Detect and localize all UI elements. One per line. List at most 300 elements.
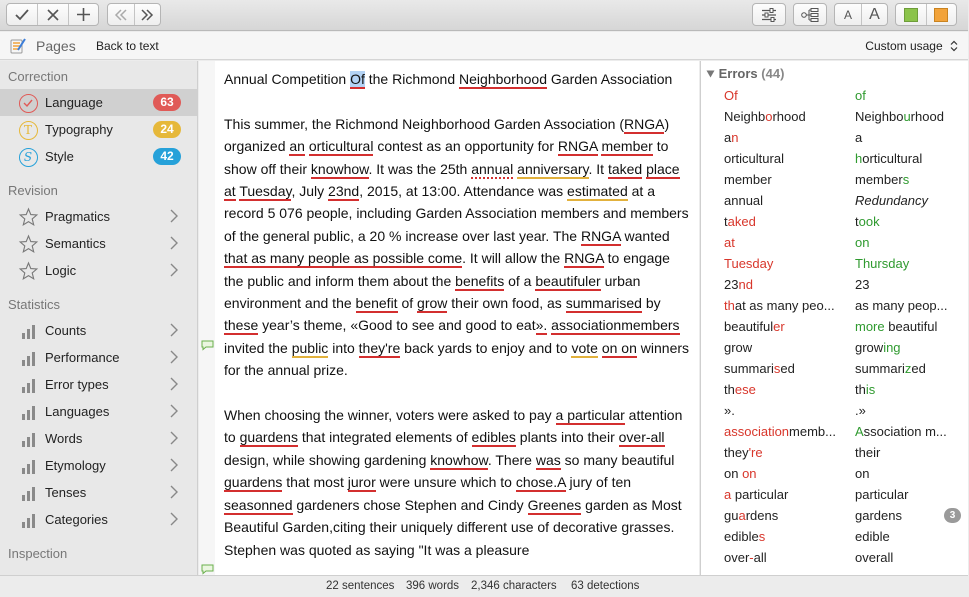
bar-chart-icon <box>22 378 35 393</box>
secondary-bar <box>0 32 968 60</box>
sidebar-item-label: Tenses <box>45 485 87 500</box>
error-original-part: - <box>749 550 754 565</box>
error-suggestion[interactable] <box>855 151 959 166</box>
error-word[interactable]: over-all <box>618 429 665 446</box>
sidebar-item-performance[interactable] <box>0 344 197 371</box>
sidebar-item-label: Performance <box>45 350 120 365</box>
sidebar-item-semantics[interactable] <box>0 230 197 257</box>
error-suggestion-part: particular <box>855 487 909 502</box>
text-run: plants into their <box>515 429 619 446</box>
bar-chart-icon <box>22 459 35 474</box>
error-original-part: Tuesday <box>724 256 774 271</box>
bar-chart-icon <box>22 324 35 339</box>
usage-select[interactable] <box>865 39 958 53</box>
error-suggestion-part: Redundancy <box>855 193 928 208</box>
error-original-part: o <box>765 109 773 124</box>
error-row[interactable] <box>701 358 969 379</box>
error-original <box>724 277 844 292</box>
error-suggestion[interactable] <box>855 235 959 250</box>
error-original-part: on <box>724 466 743 481</box>
error-original-part: Neighb <box>724 109 766 124</box>
error-word[interactable]: Of <box>350 71 365 87</box>
error-row[interactable] <box>701 547 969 568</box>
error-row[interactable] <box>701 274 969 295</box>
sidebar-item-style[interactable] <box>0 143 197 170</box>
text-run: ) organized <box>224 115 670 155</box>
error-word[interactable]: on on <box>601 339 637 356</box>
star-outline-icon <box>19 208 38 226</box>
settings-sliders-button[interactable] <box>752 3 786 26</box>
error-original-part: s <box>758 529 766 544</box>
error-suggestion[interactable] <box>855 193 959 208</box>
error-word[interactable]: associationmembers <box>551 317 680 334</box>
error-word[interactable]: benefits <box>455 272 505 289</box>
error-suggestion-part: s <box>902 172 910 187</box>
error-original <box>724 466 844 481</box>
error-original-part: they <box>724 445 749 460</box>
title-text: Annual Competition <box>224 71 351 87</box>
error-word[interactable]: anniversary <box>517 160 589 177</box>
text-run: that most <box>282 474 348 491</box>
error-suggestion[interactable] <box>855 466 959 481</box>
document-view <box>215 61 699 575</box>
text-run: of a <box>504 272 536 289</box>
error-suggestion-part: orticultural <box>862 151 923 166</box>
error-original-part: ». <box>724 403 735 418</box>
error-suggestion[interactable] <box>855 550 959 565</box>
theme-button-group <box>895 3 957 26</box>
revision-section-title: Revision <box>8 183 58 198</box>
error-original-part: grow <box>724 340 753 355</box>
error-word[interactable]: ». <box>535 317 548 334</box>
text-run: wanted <box>620 227 670 244</box>
sidebar-item-words[interactable] <box>0 425 197 452</box>
error-row[interactable] <box>701 400 969 421</box>
error-row[interactable] <box>701 421 969 442</box>
error-original-part: at as many peo... <box>734 298 835 313</box>
error-original-part: summari <box>724 361 774 376</box>
navigation-button-group <box>107 3 161 26</box>
sliders-icon <box>761 8 777 22</box>
language-count-badge: 63 <box>153 94 181 111</box>
sidebar-item-typography[interactable] <box>0 116 197 143</box>
error-original-part: over <box>724 550 750 565</box>
error-suggestion-part: on <box>855 235 870 250</box>
error-suggestion-part: member <box>855 172 903 187</box>
text-run: urban environment and the <box>224 272 641 312</box>
error-original-part: edible <box>724 529 759 544</box>
error-suggestion-part: th <box>855 382 866 397</box>
comment-marker-icon[interactable] <box>201 340 214 350</box>
error-original-part: memb... <box>789 424 837 439</box>
error-original-part: annual <box>724 193 764 208</box>
t-circle-icon: T <box>19 121 38 140</box>
sidebar-item-tenses[interactable] <box>0 479 197 506</box>
error-original <box>724 529 844 544</box>
error-word[interactable]: taked <box>607 160 643 177</box>
error-word[interactable]: estimated <box>567 183 628 200</box>
character-count: 2,346 characters <box>471 580 557 592</box>
text-run: attention to <box>224 407 683 446</box>
error-suggestion-part: summari <box>855 361 905 376</box>
error-suggestion[interactable] <box>855 382 959 397</box>
error-suggestion-part: .» <box>855 403 866 418</box>
error-word[interactable]: these <box>224 317 259 334</box>
text-run: , 2015, at 13:00. Attendance was <box>359 183 568 200</box>
error-word[interactable]: beautifuler <box>535 272 601 289</box>
sidebar-item-categories[interactable] <box>0 506 197 533</box>
error-original-part: ed <box>780 361 795 376</box>
text-run: gardeners chose Stephen and Cindy <box>292 496 528 513</box>
text-run: that integrated elements of <box>297 429 472 446</box>
error-suggestion-part: grow <box>855 340 884 355</box>
font-smaller-button[interactable]: A <box>843 7 852 22</box>
error-original-part: orticultural <box>724 151 784 166</box>
error-original <box>724 361 844 376</box>
text-run: at a record 5 076 people, including Garden Association members and members of the general public, a 20 % increase over last year. The <box>224 183 689 244</box>
error-original-part: rdens <box>745 508 779 523</box>
sidebar-item-label: Logic <box>45 263 77 278</box>
error-word[interactable]: guardens <box>224 474 283 491</box>
green-theme-button[interactable] <box>896 4 926 25</box>
comment-marker-icon[interactable] <box>201 564 214 574</box>
sidebar-item-label: Pragmatics <box>45 209 111 224</box>
error-suggestion-part: ed <box>911 361 926 376</box>
error-word[interactable]: RNGA <box>564 250 604 267</box>
error-word[interactable]: Neighborhood <box>459 71 547 87</box>
text-run: , July <box>291 183 329 200</box>
cross-icon <box>47 9 59 21</box>
pages-label: Pages <box>36 38 76 54</box>
detection-count: 63 detections <box>571 580 640 592</box>
error-word[interactable]: grow <box>417 295 448 312</box>
paragraph-2 <box>224 404 692 561</box>
errors-panel <box>700 61 968 575</box>
word-count: 396 words <box>406 580 460 592</box>
error-original <box>724 88 844 103</box>
font-size-button-group <box>834 3 888 26</box>
error-row[interactable] <box>701 295 969 316</box>
title-text: Garden Association <box>547 71 673 87</box>
sidebar-item-error-types[interactable] <box>0 371 197 398</box>
error-word[interactable]: juror <box>347 474 376 491</box>
error-suggestion-part: their <box>855 445 881 460</box>
sidebar <box>0 61 198 575</box>
text-run: of <box>397 295 418 312</box>
text-run: invited the <box>224 339 292 356</box>
orange-theme-button[interactable] <box>926 4 956 25</box>
text-run: their own food, as <box>447 295 566 312</box>
green-swatch-icon <box>904 8 918 22</box>
bar-chart-icon <box>22 432 35 447</box>
text-run: by <box>641 295 661 312</box>
error-word[interactable]: edibles <box>471 429 516 446</box>
style-count-badge: 42 <box>153 148 181 165</box>
error-original-part: er <box>773 319 785 334</box>
error-row[interactable] <box>701 190 969 211</box>
error-row[interactable] <box>701 169 969 190</box>
error-word[interactable]: a particular <box>555 407 625 424</box>
bar-chart-icon <box>22 351 35 366</box>
error-word[interactable]: seasonned <box>224 496 293 513</box>
usage-select-value: Custom usage <box>865 39 943 53</box>
error-suggestion-part: is <box>865 382 876 397</box>
sidebar-item-label: Semantics <box>45 236 106 251</box>
error-row[interactable] <box>701 379 969 400</box>
sidebar-item-etymology[interactable] <box>0 452 197 479</box>
error-word[interactable]: RNGA <box>557 138 598 155</box>
error-word[interactable]: at <box>224 183 236 200</box>
error-original-part: member <box>724 172 772 187</box>
text-run: . It will allow the <box>462 250 565 267</box>
error-original-part: particular <box>731 487 789 502</box>
font-larger-button[interactable]: A <box>861 4 887 25</box>
error-original <box>724 193 844 208</box>
error-word[interactable]: public <box>291 339 329 356</box>
error-suggestion-part: of <box>855 88 866 103</box>
error-original <box>724 214 844 229</box>
document-title <box>224 68 692 90</box>
back-to-text-button[interactable]: Back to text <box>96 39 159 53</box>
reject-button[interactable] <box>37 4 67 25</box>
sidebar-item-label: Typography <box>45 122 113 137</box>
add-button[interactable] <box>68 4 98 25</box>
error-original-part: a <box>724 130 732 145</box>
error-row[interactable] <box>701 106 969 127</box>
text-run: jury of ten <box>565 474 632 491</box>
error-suggestion-part: 23 <box>855 277 870 292</box>
error-suggestion-part: on <box>855 466 870 481</box>
error-row[interactable] <box>701 484 969 505</box>
error-word[interactable]: RNGA <box>623 115 665 132</box>
sidebar-item-counts[interactable] <box>0 317 197 344</box>
text-run: were unsure which to <box>375 474 516 491</box>
error-suggestion-part: ing <box>883 340 901 355</box>
error-word[interactable]: benefit <box>355 295 398 312</box>
check-circle-icon <box>19 94 38 113</box>
error-suggestion-part: Thursday <box>855 256 910 271</box>
error-original-part: a <box>738 508 746 523</box>
error-word[interactable]: summarised <box>565 295 642 312</box>
error-original-part: beautiful <box>724 319 774 334</box>
error-word[interactable]: place <box>646 160 680 177</box>
error-suggestion[interactable] <box>855 403 959 418</box>
error-word[interactable]: annual <box>471 160 514 177</box>
inspection-section-title: Inspection <box>8 546 68 561</box>
error-row[interactable] <box>701 442 969 463</box>
error-suggestion[interactable] <box>855 529 959 544</box>
error-suggestion[interactable] <box>855 256 959 271</box>
error-word[interactable]: an <box>289 138 305 155</box>
sidebar-item-language[interactable] <box>0 89 197 116</box>
star-outline-icon <box>19 262 38 280</box>
error-row[interactable] <box>701 232 969 253</box>
bar-chart-icon <box>22 513 35 528</box>
error-suggestion[interactable] <box>855 445 959 460</box>
error-row[interactable] <box>701 316 969 337</box>
chevron-right-icon <box>169 350 179 364</box>
sidebar-item-label: Language <box>45 95 103 110</box>
error-row[interactable] <box>701 505 969 526</box>
error-original-part: rhood <box>772 109 806 124</box>
correction-section-title: Correction <box>8 69 68 84</box>
error-word[interactable]: orticultural <box>308 138 374 155</box>
text-run: into <box>328 339 359 356</box>
error-word[interactable]: knowhow <box>430 451 488 468</box>
comment-gutter <box>199 61 215 575</box>
error-word[interactable]: knowhow <box>310 160 369 177</box>
chevron-right-icon <box>169 404 179 418</box>
structure-tree-button[interactable] <box>793 3 827 26</box>
error-original <box>724 445 844 460</box>
typography-count-badge: 24 <box>153 121 181 138</box>
error-word[interactable]: vote <box>571 339 598 356</box>
error-word[interactable]: was <box>535 451 561 468</box>
error-original <box>724 256 844 271</box>
chevron-right-icon <box>169 458 179 472</box>
error-suggestion-part: rhood <box>910 109 944 124</box>
error-suggestion[interactable] <box>855 88 959 103</box>
toolbar <box>0 0 968 31</box>
error-original <box>724 424 844 439</box>
error-word[interactable]: Tuesday <box>239 183 292 200</box>
error-original-part: n <box>731 130 739 145</box>
text-run: to engage the public and inform them about the <box>224 250 670 289</box>
error-suggestion-part: t <box>855 214 859 229</box>
error-suggestion[interactable] <box>855 214 959 229</box>
error-suggestion-part: Neighbo <box>855 109 904 124</box>
double-chevron-left-icon <box>114 9 128 21</box>
text-run: When choosing the winner, voters were asked to pay <box>224 407 556 424</box>
error-suggestion[interactable] <box>855 424 959 439</box>
sidebar-item-label: Languages <box>45 404 110 419</box>
error-row[interactable] <box>701 148 969 169</box>
error-suggestion-part: edible <box>855 529 890 544</box>
bar-chart-icon <box>22 486 35 501</box>
accept-button[interactable] <box>7 4 37 25</box>
text-run: garden as Most Beautiful Garden,citing their uniquely different use of decorative grasses. Stephen was quoted as saying "It was a pleasure <box>224 496 682 558</box>
error-original <box>724 382 844 397</box>
error-original <box>724 298 844 313</box>
errors-title: Errors <box>718 66 758 81</box>
error-word[interactable]: 23nd <box>328 183 360 200</box>
error-suggestion-part: gardens <box>855 508 902 523</box>
sidebar-item-label: Etymology <box>45 458 106 473</box>
chevron-right-icon <box>169 323 179 337</box>
error-original-part: 're <box>748 445 763 460</box>
orange-swatch-icon <box>934 8 948 22</box>
error-suggestion-part: ook <box>858 214 880 229</box>
error-suggestion-part: a <box>855 130 863 145</box>
error-row[interactable] <box>701 253 969 274</box>
text-run: winners for the annual prize. <box>224 339 690 379</box>
sidebar-item-label: Categories <box>45 512 108 527</box>
chevron-right-icon <box>169 377 179 391</box>
error-original-part: on <box>742 466 757 481</box>
paragraph-1 <box>224 113 692 382</box>
error-original-part: 23 <box>724 277 739 292</box>
chevron-right-icon <box>169 431 179 445</box>
sidebar-item-logic[interactable] <box>0 257 197 284</box>
error-original-part: at <box>724 235 735 250</box>
bar-chart-icon <box>22 405 35 420</box>
star-outline-icon <box>19 235 38 253</box>
sidebar-item-pragmatics[interactable] <box>0 203 197 230</box>
error-suggestion[interactable] <box>855 130 959 145</box>
title-text: the Richmond <box>364 71 460 87</box>
chevron-right-icon <box>169 485 179 499</box>
error-original-part: t <box>724 214 728 229</box>
document-text[interactable] <box>224 68 692 583</box>
error-suggestion[interactable] <box>855 172 959 187</box>
error-suggestion[interactable] <box>855 340 959 355</box>
error-suggestion-part: h <box>855 151 863 166</box>
error-suggestion-part: more <box>855 319 885 334</box>
s-circle-icon: S <box>19 148 38 167</box>
sidebar-item-languages[interactable] <box>0 398 197 425</box>
text-run: to show off their <box>224 138 669 177</box>
error-suggestion[interactable] <box>855 319 959 334</box>
error-suggestion-part: beautiful <box>884 319 938 334</box>
error-suggestion[interactable] <box>855 361 959 376</box>
error-original-part: th <box>724 298 735 313</box>
error-row[interactable] <box>701 526 969 547</box>
text-run: back yards to enjoy and to <box>400 339 572 356</box>
error-original-part: gu <box>724 508 739 523</box>
error-word[interactable]: member <box>601 138 653 155</box>
chevron-right-icon <box>169 236 179 250</box>
error-word[interactable]: RNGA <box>580 227 621 244</box>
error-suggestion[interactable] <box>855 298 959 313</box>
error-word[interactable]: chose.A <box>515 474 566 491</box>
error-word[interactable]: Greenes <box>527 496 582 513</box>
error-suggestion[interactable] <box>855 277 959 292</box>
errors-header[interactable] <box>706 66 784 81</box>
error-original-part: s <box>773 361 781 376</box>
double-chevron-right-icon <box>140 9 154 21</box>
error-word[interactable]: guardens <box>239 429 298 446</box>
error-row[interactable] <box>701 211 969 232</box>
error-row[interactable] <box>701 337 969 358</box>
text-run: . It <box>588 160 608 177</box>
error-suggestion-part: ssociation m... <box>863 424 947 439</box>
sidebar-item-label: Words <box>45 431 83 446</box>
text-run: year’s theme, «Good to see and good to eat <box>258 317 536 334</box>
error-original-part: ese <box>734 382 756 397</box>
plus-icon <box>77 8 90 21</box>
previous-button[interactable] <box>108 4 134 25</box>
sidebar-item-label: Counts <box>45 323 87 338</box>
next-button[interactable] <box>134 4 160 25</box>
error-original-part: Of <box>724 88 738 103</box>
error-original <box>724 235 844 250</box>
error-suggestion-part: z <box>904 361 912 376</box>
error-word[interactable]: they're <box>358 339 401 356</box>
error-original <box>724 172 844 187</box>
error-row[interactable] <box>701 127 969 148</box>
error-original <box>724 109 844 124</box>
error-row[interactable] <box>701 85 969 106</box>
error-original-part: th <box>724 382 735 397</box>
error-original-part: association <box>724 424 790 439</box>
error-suggestion[interactable] <box>855 487 959 502</box>
error-suggestion-part: overall <box>855 550 894 565</box>
error-original-part: aked <box>727 214 756 229</box>
sidebar-item-label: Error types <box>45 377 109 392</box>
error-suggestion[interactable] <box>855 109 959 124</box>
error-row[interactable] <box>701 463 969 484</box>
error-word[interactable]: that as many people as possible come <box>224 250 463 267</box>
